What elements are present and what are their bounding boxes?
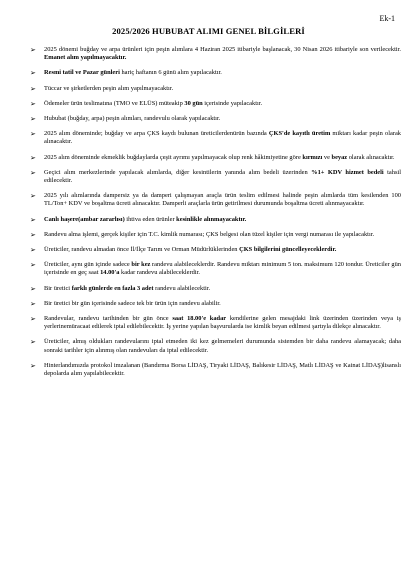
list-item-text	[44, 338, 401, 353]
list-item-text	[44, 261, 401, 276]
list-item	[16, 315, 401, 331]
text-segment: Ödemeler ürün teslimatına (TMO ve ELÜS) müteakip	[44, 99, 185, 107]
text-segment: miktarı kadar peşin olarak alınacaktır.	[44, 130, 401, 146]
right-arrow-icon: ➢	[30, 69, 36, 78]
bold-text: beyaz	[331, 153, 348, 161]
list-item-text	[44, 69, 222, 76]
list-item-text	[44, 169, 401, 184]
text-segment: Üreticiler, randevu almadan önce İl/İlçe Tarım ve Orman Müdürlüklerinden	[44, 246, 240, 254]
text-segment: kendilerine gelen mesajdaki link üzerinden üzerinden veya iş yerlerinemüracaat edilerek iptal edilebilecektir. İş yerine yapılan başvurularda ise kimlik beyan edilmesi şartıyla dilekçe alınacaktır.	[44, 315, 402, 331]
bold-text: Emanet alım yapılmayacaktır.	[44, 54, 127, 62]
list-item-text	[44, 85, 173, 92]
list-item-text	[44, 46, 401, 61]
list-item	[16, 300, 401, 308]
list-item	[16, 46, 401, 62]
list-item	[16, 216, 401, 224]
right-arrow-icon: ➢	[30, 192, 36, 201]
list-item-text	[44, 192, 401, 207]
text-segment: Bir üretici	[44, 284, 72, 292]
list-item-text	[44, 300, 221, 307]
right-arrow-icon: ➢	[30, 115, 36, 124]
bold-text: bir kez	[131, 261, 151, 269]
list-item	[16, 115, 401, 123]
text-segment: Bir üretici bir gün içerisinde sadece tek bir ürün için randevu alabilir.	[44, 299, 221, 307]
right-arrow-icon: ➢	[30, 299, 36, 308]
right-arrow-icon: ➢	[30, 215, 36, 224]
right-arrow-icon: ➢	[30, 130, 36, 139]
text-segment: Tüccar ve şirketlerden peşin alım yapılmayacaktır.	[44, 84, 174, 92]
text-segment: Randevu alma işlemi, gerçek kişiler için T.C. kimlik numarası; ÇKS belgesi olan tüzel kişiler için vergi numarası ile yapılacaktır.	[44, 230, 375, 238]
right-arrow-icon: ➢	[30, 315, 36, 324]
right-arrow-icon: ➢	[30, 168, 36, 177]
bold-text: saat 18.00'e kadar	[172, 315, 227, 323]
bold-text: kırmızı	[302, 153, 323, 161]
list-item	[16, 69, 401, 77]
list-item	[16, 338, 401, 354]
bold-text: ÇKS'de kayıtlı üretim	[268, 130, 331, 138]
bold-text: %1+ KDV hizmet bedeli	[311, 168, 384, 176]
right-arrow-icon: ➢	[30, 230, 36, 239]
text-segment: kadar randevu alabileceklerdir.	[119, 269, 200, 277]
text-segment: randevu alabilecektir.	[153, 284, 211, 292]
list-item	[16, 285, 401, 293]
list-item	[16, 192, 401, 208]
text-segment: 2025 yılı alımlarında dampersiz ya da damperi çalışmayan araçla ürün teslim edilmesi halinde peşin alımlarda tüm kesilenden 100 TL/Ton+ KDV ve boşaltma ücreti alınacaktır. Damperli araçlarla ürün getirilmesi durumunda boşaltma ücreti alınmayacaktır.	[44, 192, 401, 208]
text-segment: içerisinde yapılacaktır.	[202, 99, 263, 107]
list-item	[16, 85, 401, 93]
right-arrow-icon: ➢	[30, 84, 36, 93]
bold-text: 14.00'a	[100, 269, 120, 277]
text-segment: Geçici alım merkezlerinde yapılacak alımlarda, diğer kesintilerin yanında alım bedeli üzerinden	[44, 168, 312, 176]
list-item-text	[44, 154, 395, 161]
text-segment: hariç haftanın 6 günü alım yapılacaktır.	[119, 69, 222, 77]
list-item	[16, 362, 401, 378]
list-item-text	[44, 115, 220, 122]
list-item	[16, 261, 401, 277]
list-item-text	[44, 231, 374, 238]
right-arrow-icon: ➢	[30, 361, 36, 370]
text-segment: 2025 alım döneminde ekmeklik buğdaylarda çeşit ayrımı yapılmayacak olup renk hâkimiyetine göre	[44, 153, 303, 161]
info-list	[16, 46, 401, 378]
text-segment: Üreticiler, almış oldukları randevularını iptal etmeden iki kez gelmemeleri durumunda sistemden bir daha randevu alamayacak; daha sonraki tarihler için alınmış olan randevuları da iptal edilecektir.	[44, 338, 401, 354]
bold-text: Canlı haşere(ambar zararlısı)	[44, 215, 125, 223]
text-segment: 2025 dönemi buğday ve arpa ürünleri için peşin alımlara 4 Haziran 2025 itibariyle başlanacak, 30 Nisan 2026 itibariyle son verilecektir.	[44, 46, 401, 53]
list-item-text	[44, 315, 401, 330]
list-item	[16, 154, 401, 162]
text-segment: Hububat (buğday, arpa) peşin alımları, randevulu olarak yapılacaktır.	[44, 115, 221, 123]
list-item-text	[44, 216, 246, 223]
list-item-text	[44, 130, 401, 145]
list-item-text	[44, 362, 401, 377]
text-segment: olarak alınacaktır.	[347, 153, 395, 161]
text-segment: Randevular, randevu tarihinden bir gün önce	[44, 315, 173, 323]
list-item-text	[44, 246, 336, 253]
right-arrow-icon: ➢	[30, 246, 36, 255]
right-arrow-icon: ➢	[30, 46, 36, 54]
text-segment: 2025 alım döneminde; buğday ve arpa ÇKS kaydı bulunan üreticilerdenürün bazında	[44, 130, 269, 138]
bold-text: farklı günlerde en fazla 3 adet	[71, 284, 154, 292]
right-arrow-icon: ➢	[30, 99, 36, 108]
list-item	[16, 100, 401, 108]
bold-text: 30 gün	[184, 99, 203, 107]
text-segment: ve	[322, 153, 332, 161]
bold-text: kesinlikle alınmayacaktır.	[176, 215, 247, 223]
list-item-text	[44, 100, 262, 107]
list-item-text	[44, 285, 210, 292]
right-arrow-icon: ➢	[30, 338, 36, 347]
text-segment: Üreticiler, aynı gün içinde sadece	[44, 261, 132, 269]
list-item	[16, 169, 401, 185]
annex-label: Ek-1	[379, 14, 395, 23]
text-segment: randevu alabileceklerdir. Randevu miktarı minimum 5 ton. maksimum 120 tondur. Üreticiler gün içerisinde en geç saat	[44, 261, 401, 277]
list-item	[16, 246, 401, 254]
right-arrow-icon: ➢	[30, 284, 36, 293]
right-arrow-icon: ➢	[30, 153, 36, 162]
list-item	[16, 231, 401, 239]
bold-text: ÇKS bilgilerini güncelleyeceklerdir.	[239, 246, 337, 254]
bold-text: Resmi tatil ve Pazar günleri	[44, 69, 120, 77]
text-segment: Hinterlandımızda protokol imzalanan (Bandırma Borsa LİDAŞ, Tiryaki LİDAŞ, Balıkesir LİDAŞ, Matlı LİDAŞ ve Kainat LİDAŞ)lisanslı depolarda alım yapılabilecektir.	[44, 361, 401, 378]
right-arrow-icon: ➢	[30, 261, 36, 270]
text-segment: tahsil edilecektir.	[44, 168, 401, 185]
text-segment: ihtiva eden ürünler	[124, 215, 177, 223]
list-item	[16, 130, 401, 146]
page-title: 2025/2026 HUBUBAT ALIMI GENEL BİLGİLERİ	[112, 26, 305, 36]
